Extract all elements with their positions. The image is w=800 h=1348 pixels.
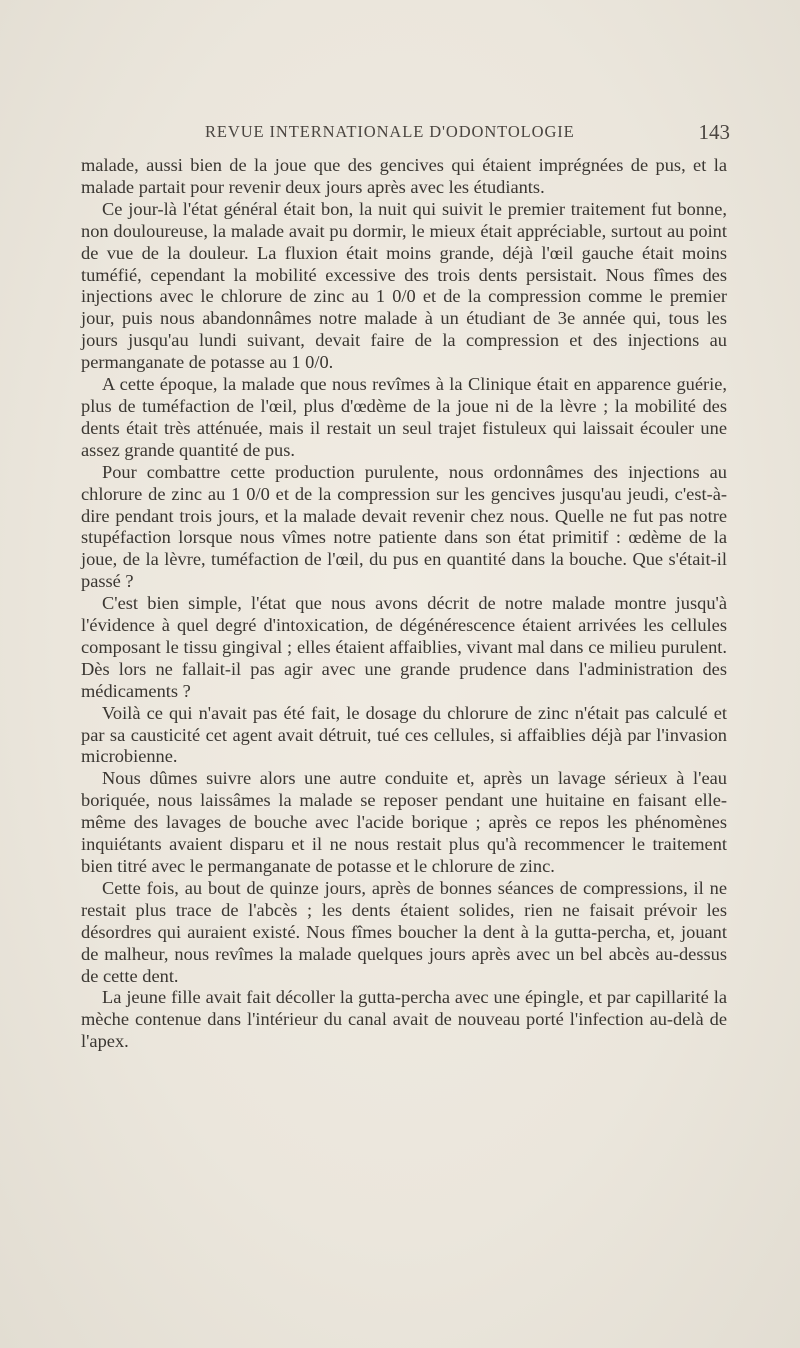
running-title: REVUE INTERNATIONALE D'ODONTOLOGIE [205,122,575,141]
body-text [81,155,727,1053]
paragraph: A cette époque, la malade que nous revîmes à la Clinique était en apparence guérie, plus de tuméfaction de l'œil, plus d'œdème de la joue ni de la lèvre ; la mobilité des dents était très atténuée, mais il restait un seul trajet fistuleux qui laissait écouler une assez grande quantité de pus. [81,374,727,460]
page-number: 143 [698,120,730,144]
paragraph: Pour combattre cette production purulente, nous ordonnâmes des injections au chlorure de zinc au 1 0/0 et de la compression sur les gencives jusqu'au jeudi, c'est-à-dire pendant trois jours, et la malade devait revenir chez nous. Quelle ne fut pas notre stupéfaction lorsque nous vîmes notre patiente dans son état primitif : œdème de la joue, de la lèvre, tuméfaction de l'œil, du pus en quantité dans la bouche. Que s'était-il passé ? [81,461,727,592]
paragraph: malade, aussi bien de la joue que des gencives qui étaient imprégnées de pus, et la malade partait pour revenir deux jours après avec les étudiants. [81,155,727,197]
paragraph: C'est bien simple, l'état que nous avons décrit de notre malade montre jusqu'à l'évidence à quel degré d'intoxication, de dégénérescence étaient arrivées les cellules composant le tissu gingival ; elles étaient affaiblies, vivant mal dans ce milieu purulent. Dès lors ne fallait-il pas agir avec une grande prudence dans l'administration des médicaments ? [81,593,727,701]
running-header [80,120,730,146]
paragraph: Voilà ce qui n'avait pas été fait, le dosage du chlorure de zinc n'était pas calculé et par sa causticité cet agent avait détruit, tué ces cellules, si affaiblies déjà par l'invasion microbienne. [81,702,727,767]
paragraph: La jeune fille avait fait décoller la gutta-percha avec une épingle, et par capillarité la mèche contenue dans l'intérieur du canal avait de nouveau porté l'infection au-delà de l'apex. [81,987,727,1052]
paragraph: Ce jour-là l'état général était bon, la nuit qui suivit le premier traitement fut bonne, non douloureuse, la malade avait pu dormir, le mieux était appréciable, surtout au point de vue de la douleur. La fluxion était moins grande, déjà l'œil gauche était moins tuméfié, cependant la mobilité excessive des trois dents persistait. Nous fîmes des injections avec le chlorure de zinc au 1 0/0 et de la compression comme le premier jour, puis nous abandonnâmes notre malade à un étudiant de 3e année qui, tous les jours jusqu'au lundi suivant, devait faire de la compression et des injections au permanganate de potasse au 1 0/0. [81,198,727,373]
paragraph: Cette fois, au bout de quinze jours, après de bonnes séances de compressions, il ne restait plus trace de l'abcès ; les dents étaient solides, rien ne faisait prévoir les désordres qui auraient existé. Nous fîmes boucher la dent à la gutta-percha, et, jouant de malheur, nous revîmes la malade quelques jours après avec un bel abcès au-dessus de cette dent. [81,877,727,986]
paragraph: Nous dûmes suivre alors une autre conduite et, après un lavage sérieux à l'eau boriquée, nous laissâmes la malade se reposer pendant une huitaine en faisant elle-même des lavages de bouche avec l'acide borique ; après ce repos les phénomènes inquiétants avaient disparu et il ne nous restait plus qu'à recommencer le traitement bien titré avec le permanganate de potasse et le chlorure de zinc. [81,768,727,876]
